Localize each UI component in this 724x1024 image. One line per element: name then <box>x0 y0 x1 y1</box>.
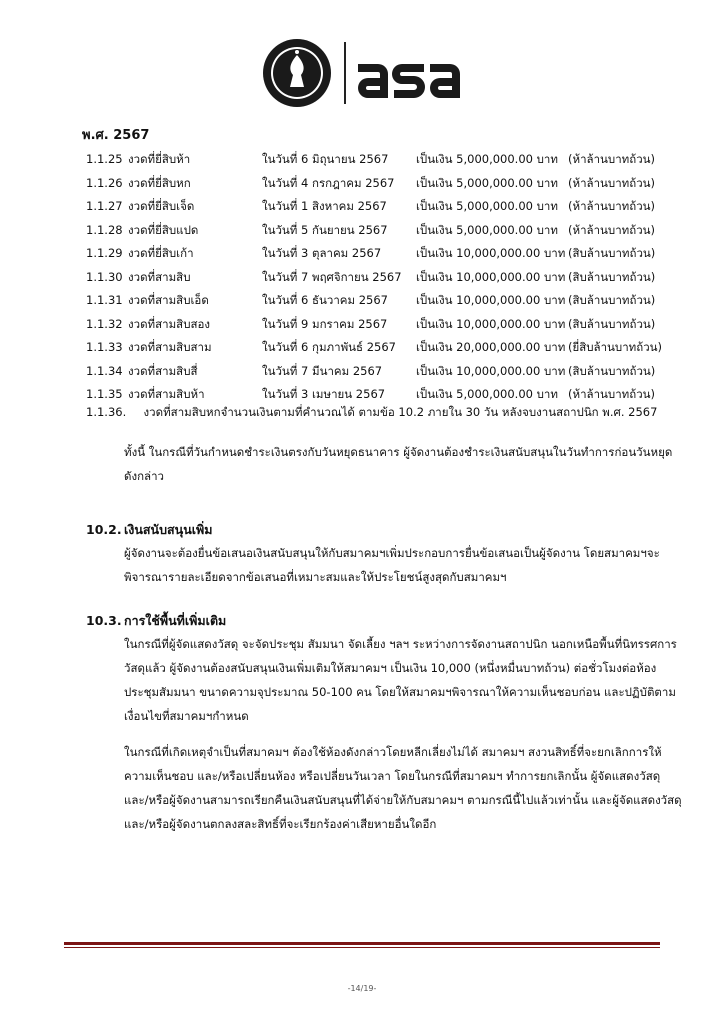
schedule-row <box>86 195 686 219</box>
row-amount-words: (ห้าล้านบาทถ้วน) <box>568 222 655 237</box>
holiday-note-line: ดังกล่าว <box>124 469 165 483</box>
final-installment-note <box>86 404 657 422</box>
row-amount-words: (สิบล้านบาทถ้วน) <box>568 316 656 331</box>
schedule-row <box>86 383 686 407</box>
body-line: วัสดุแล้ว ผู้จัดงานต้องสนับสนุนเงินเพิ่มเติมให้สมาคมฯ เป็นเงิน 10,000 (หนึ่งหมื่นบาทถ้วน) ต่อชั่วโมงต่อห้อง <box>124 661 657 675</box>
section-10-3-heading <box>86 611 226 631</box>
row-installment: งวดที่ยี่สิบแปด <box>128 222 199 237</box>
header-divider <box>344 42 346 104</box>
row-amount: เป็นเงิน 5,000,000.00 บาท <box>416 152 558 166</box>
body-line: พิจารณารายละเอียดจากข้อเสนอที่เหมาะสมและให้ประโยชน์สูงสุดกับสมาคมฯ <box>124 570 507 584</box>
holiday-note-line: ทั้งนี้ ในกรณีที่วันกำหนดชำระเงินตรงกับวันหยุดธนาคาร ผู้จัดงานต้องชำระเงินสนับสนุนในวันทำการก่อนวันหยุด <box>124 445 673 459</box>
row-number: 1.1.32 <box>86 316 123 331</box>
row-installment: งวดที่ยี่สิบเก้า <box>128 246 194 260</box>
row-date: ในวันที่ 3 ตุลาคม 2567 <box>262 246 382 260</box>
row-amount: เป็นเงิน 10,000,000.00 บาท <box>416 293 566 307</box>
schedule-row <box>86 289 686 313</box>
row-installment: งวดที่สามสิบสี่ <box>128 363 198 378</box>
section-number: 10.2. <box>86 522 122 537</box>
footer-rule-thin <box>64 947 660 948</box>
row-number: 1.1.26 <box>86 175 123 190</box>
row-amount: เป็นเงิน 10,000,000.00 บาท <box>416 269 566 284</box>
row-installment: งวดที่สามสิบสาม <box>128 340 212 354</box>
schedule-row <box>86 336 686 360</box>
schedule-row <box>86 313 686 337</box>
section-10-2-body <box>124 541 708 589</box>
schedule-row <box>86 172 686 196</box>
asa-seal-logo <box>262 38 332 108</box>
row-date: ในวันที่ 7 พฤศจิกายน 2567 <box>262 269 402 284</box>
row-number: 1.1.33 <box>86 340 123 354</box>
row-number: 1.1.34 <box>86 363 123 378</box>
schedule-row <box>86 219 686 243</box>
row-number: 1.1.28 <box>86 222 123 237</box>
page-number: -14/19- <box>347 984 377 993</box>
footer-rule <box>64 942 660 945</box>
row-installment: งวดที่ยี่สิบหก <box>128 175 191 190</box>
schedule-row <box>86 148 686 172</box>
row-amount-words: (ห้าล้านบาทถ้วน) <box>568 199 655 213</box>
row-amount: เป็นเงิน 5,000,000.00 บาท <box>416 175 558 190</box>
row-number: 1.1.27 <box>86 199 123 213</box>
row-installment: งวดที่สามสิบเอ็ด <box>128 293 209 307</box>
row-date: ในวันที่ 4 กรกฎาคม 2567 <box>262 175 395 190</box>
holiday-note-paragraph <box>124 440 708 488</box>
section-number: 10.3. <box>86 613 122 628</box>
body-line: เงื่อนไขที่สมาคมฯกำหนด <box>124 709 249 723</box>
row-amount-words: (ห้าล้านบาทถ้วน) <box>568 175 655 190</box>
schedule-year-heading: พ.ศ. 2567 <box>82 128 150 143</box>
row-amount: เป็นเงิน 10,000,000.00 บาท <box>416 363 566 378</box>
schedule-row <box>86 266 686 290</box>
row-number: 1.1.25 <box>86 152 123 166</box>
row-date: ในวันที่ 5 กันยายน 2567 <box>262 222 388 237</box>
row-amount-words: (สิบล้านบาทถ้วน) <box>568 363 656 378</box>
body-line: ผู้จัดงานจะต้องยื่นข้อเสนอเงินสนับสนุนให้กับสมาคมฯเพิ่มประกอบการยื่นข้อเสนอเป็นผู้จัดงาน โดยสมาคมฯจะ <box>124 546 660 560</box>
row-date: ในวันที่ 6 ธันวาคม 2567 <box>262 293 388 307</box>
note-text: งวดที่สามสิบหกจำนวนเงินตามที่คำนวณได้ ตามข้อ 10.2 ภายใน 30 วัน หลังจบงานสถาปนิก พ.ศ. 2567 <box>143 405 658 419</box>
note-number: 1.1.36. <box>86 405 127 419</box>
body-line: และ/หรือผู้จัดงานตกลงสละสิทธิ์ที่จะเรียกร้องค่าเสียหายอื่นใดอีก <box>124 817 437 831</box>
row-number: 1.1.35 <box>86 387 123 401</box>
row-amount-words: (ห้าล้านบาทถ้วน) <box>568 152 655 166</box>
body-line: ความเห็นชอบ และ/หรือเปลี่ยนห้อง หรือเปลี่ยนวันเวลา โดยในกรณีที่สมาคมฯ ทำการยกเลิกนั้น ผู้จัดแสดงวัสดุ <box>124 769 661 783</box>
row-amount-words: (ห้าล้านบาทถ้วน) <box>568 387 655 401</box>
body-line: ในกรณีที่เกิดเหตุจำเป็นที่สมาคมฯ ต้องใช้ห้องดังกล่าวโดยหลีกเลี่ยงไม่ได้ สมาคมฯ สงวนสิทธิ์ที่จะยกเลิกการให้ <box>124 745 662 759</box>
row-amount-words: (ยี่สิบล้านบาทถ้วน) <box>568 340 663 354</box>
row-amount: เป็นเงิน 5,000,000.00 บาท <box>416 387 558 401</box>
row-amount-words: (สิบล้านบาทถ้วน) <box>568 269 656 284</box>
body-line: ในกรณีที่ผู้จัดแสดงวัสดุ จะจัดประชุม สัมมนา จัดเลี้ยง ฯลฯ ระหว่างการจัดงานสถาปนิก นอกเหนือพื้นที่นิทรรศการ <box>124 637 677 651</box>
row-date: ในวันที่ 6 มิถุนายน 2567 <box>262 152 389 166</box>
row-amount: เป็นเงิน 5,000,000.00 บาท <box>416 199 558 213</box>
row-amount-words: (สิบล้านบาทถ้วน) <box>568 246 656 260</box>
row-date: ในวันที่ 6 กุมภาพันธ์ 2567 <box>262 340 396 354</box>
schedule-row <box>86 360 686 384</box>
section-title: การใช้พื้นที่เพิ่มเติม <box>124 613 227 628</box>
row-amount: เป็นเงิน 10,000,000.00 บาท <box>416 316 566 331</box>
row-date: ในวันที่ 1 สิงหาคม 2567 <box>262 199 387 213</box>
row-amount: เป็นเงิน 20,000,000.00 บาท <box>416 340 566 354</box>
row-number: 1.1.29 <box>86 246 123 260</box>
row-installment: งวดที่ยี่สิบห้า <box>128 152 191 166</box>
section-10-3-paragraph-1 <box>124 632 708 728</box>
row-installment: งวดที่สามสิบ <box>128 269 191 284</box>
row-amount-words: (สิบล้านบาทถ้วน) <box>568 293 656 307</box>
row-date: ในวันที่ 9 มกราคม 2567 <box>262 316 388 331</box>
section-10-3-paragraph-2 <box>124 740 708 836</box>
row-number: 1.1.31 <box>86 293 123 307</box>
row-date: ในวันที่ 3 เมษายน 2567 <box>262 387 386 401</box>
section-10-2-heading <box>86 520 213 540</box>
row-amount: เป็นเงิน 10,000,000.00 บาท <box>416 246 566 260</box>
row-installment: งวดที่สามสิบสอง <box>128 316 211 331</box>
schedule-row <box>86 242 686 266</box>
payment-schedule-list <box>86 148 686 407</box>
row-amount: เป็นเงิน 5,000,000.00 บาท <box>416 222 558 237</box>
row-installment: งวดที่ยี่สิบเจ็ด <box>128 199 195 213</box>
asa-wordmark-logo <box>356 52 468 100</box>
row-number: 1.1.30 <box>86 269 123 284</box>
body-line: ประชุมสัมมนา ขนาดความจุประมาณ 50-100 คน โดยให้สมาคมฯพิจารณาให้ความเห็นชอบก่อน และปฏิบัติตาม <box>124 685 676 699</box>
row-date: ในวันที่ 7 มีนาคม 2567 <box>262 363 383 378</box>
section-title: เงินสนับสนุนเพิ่ม <box>124 522 213 537</box>
row-installment: งวดที่สามสิบห้า <box>128 387 205 401</box>
body-line: และ/หรือผู้จัดงานสามารถเรียกคืนเงินสนับสนุนที่ได้จ่ายให้กับสมาคมฯ ตามกรณีนี้ไปแล้วเท่านั้น และผู้จัดแสดงวัสดุ <box>124 793 682 807</box>
